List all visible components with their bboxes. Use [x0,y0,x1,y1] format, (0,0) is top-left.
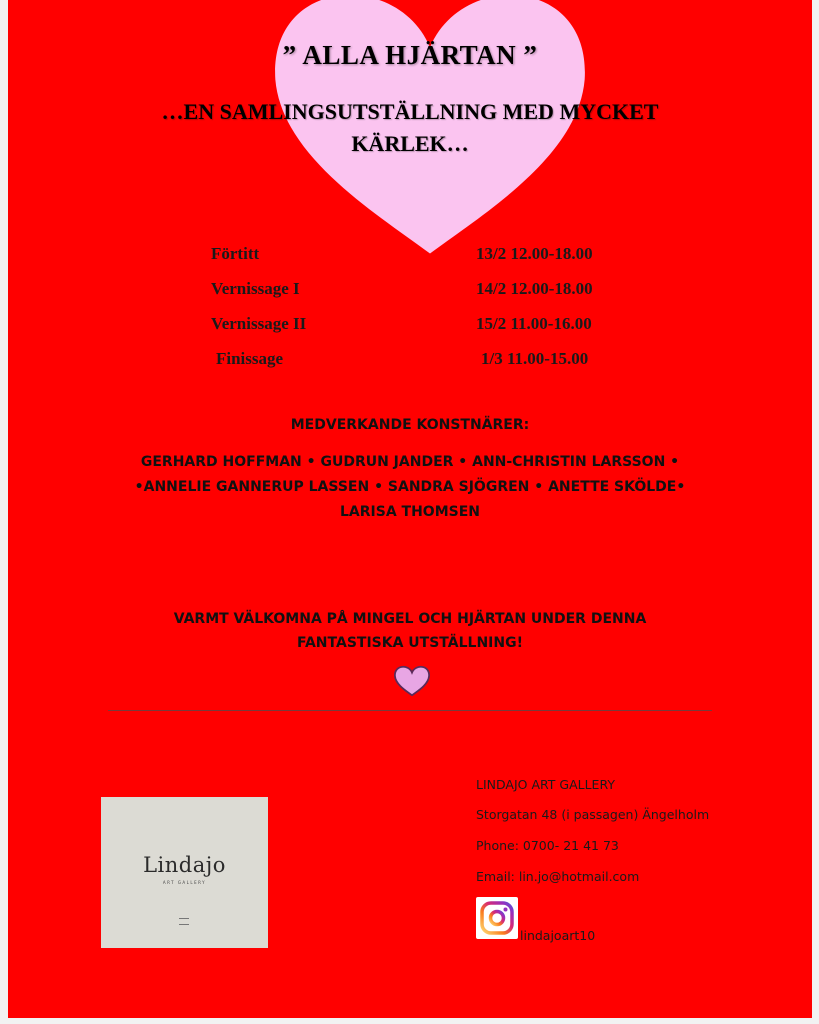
logo-mark [179,918,189,925]
gallery-address: Storgatan 48 (i passagen) Ängelholm [476,807,710,822]
artists-line: GERHARD HOFFMAN • GUDRUN JANDER • ANN-CHRISTIN LARSSON • [140,454,680,470]
schedule-time: 1/3 11.00-15.00 [481,349,589,368]
welcome-text: FANTASTISKA UTSTÄLLNING! [297,635,523,651]
schedule-time: 14/2 12.00-18.00 [476,279,593,298]
schedule-label: Vernissage II [211,314,307,333]
artists-line: •ANNELIE GANNERUP LASSEN • SANDRA SJÖGREN • ANETTE SKÖLDE• [134,479,686,495]
instagram-icon[interactable] [476,897,518,939]
poster-title: ” ALLA HJÄRTAN ” [282,40,538,70]
logo-tagline: ART GALLERY [162,880,207,885]
gallery-phone: Phone: 0700- 21 41 73 [476,838,619,853]
instagram-handle[interactable]: lindajoart10 [520,928,596,943]
artists-heading: MEDVERKANDE KONSTNÄRER: [290,417,530,433]
gallery-logo [101,797,268,948]
divider [108,710,712,711]
schedule-time: 13/2 12.00-18.00 [476,244,593,263]
logo-name: Lindajo [143,853,226,877]
poster [8,0,812,1018]
welcome-text: VARMT VÄLKOMNA PÅ MINGEL OCH HJÄRTAN UNDER DENNA [173,611,647,627]
gallery-email[interactable]: Email: lin.jo@hotmail.com [476,869,640,884]
artists-line: LARISA THOMSEN [340,504,480,520]
schedule-label: Vernissage I [211,279,300,298]
poster-subtitle: …EN SAMLINGSUTSTÄLLNING MED MYCKET KÄRLEK… [161,99,659,156]
schedule-label: Finissage [216,349,284,368]
schedule-label: Förtitt [211,244,260,263]
small-heart-icon [394,664,430,696]
gallery-name: LINDAJO ART GALLERY [476,777,615,792]
schedule-time: 15/2 11.00-16.00 [476,314,592,333]
